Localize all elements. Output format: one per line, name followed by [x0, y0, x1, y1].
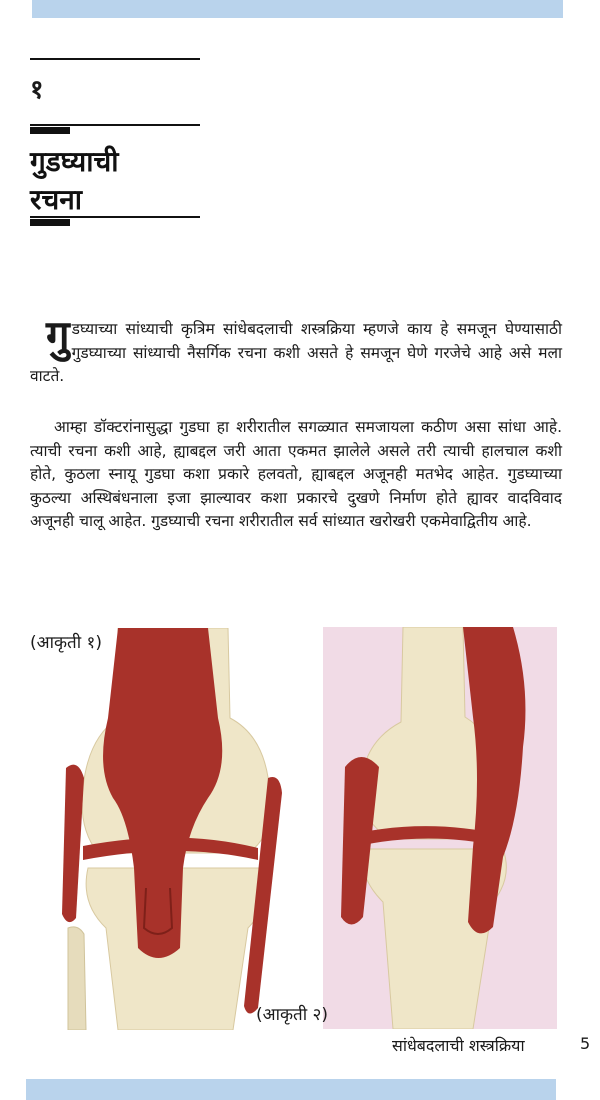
top-color-band	[32, 0, 563, 18]
chapter-number: १	[30, 75, 44, 105]
divider-rule	[30, 124, 200, 126]
divider-rule-accent	[30, 219, 70, 226]
paragraph	[30, 311, 562, 389]
knee-front-figure	[58, 628, 290, 1030]
chapter-title-line: रचना	[30, 183, 83, 216]
drop-cap: गु	[46, 311, 70, 360]
knee-side-figure	[323, 627, 557, 1029]
page-number: 5	[580, 1034, 591, 1053]
paragraph: आम्हा डॉक्टरांनासुद्धा गुडघा हा शरीरातील सगळ्यात समजायला कठीण असा सांधा आहे. त्याची रचना कशी आहे, ह्याबद्दल जरी आता एकमत झालेले असले तरी त्याची हालचाल कशी होते, कुठला स्नायू गुडघा कशा प्रकारे हलवतो, ह्याबद्दल अजूनही मतभेद आहेत. गुडघ्याच्या कुठल्या अस्थिबंधनाला इजा झाल्यावर कशा प्रकारचे दुखणे निर्माण होते ह्यावर वादविवाद अजूनही चालू आहेत. गुडघ्याची रचना शरीरातील सर्व सांध्यात खरोखरी एकमेवाद्वितीय आहे.	[30, 418, 562, 530]
chapter-title-line: गुडघ्याची	[30, 145, 119, 178]
paragraph-text: डघ्याच्या सांध्याची कृत्रिम सांधेबदलाची शस्त्रक्रिया म्हणजे काय हे समजून घेण्यासाठी गुडघ्याच्या सांध्याची नैसर्गिक रचना कशी असते हे समजून घेणे गरजेचे आहे असे मला वाटते.	[30, 320, 562, 385]
running-footer-title: सांधेबदलाची शस्त्रक्रिया	[392, 1036, 525, 1055]
divider-rule	[30, 216, 200, 218]
figure-caption: (आकृती १)	[30, 633, 103, 653]
chapter-title	[30, 143, 119, 219]
divider-rule	[30, 58, 200, 60]
divider-rule-accent	[30, 127, 70, 134]
figure-caption: (आकृती २)	[256, 1005, 329, 1025]
bottom-color-band	[26, 1079, 556, 1100]
